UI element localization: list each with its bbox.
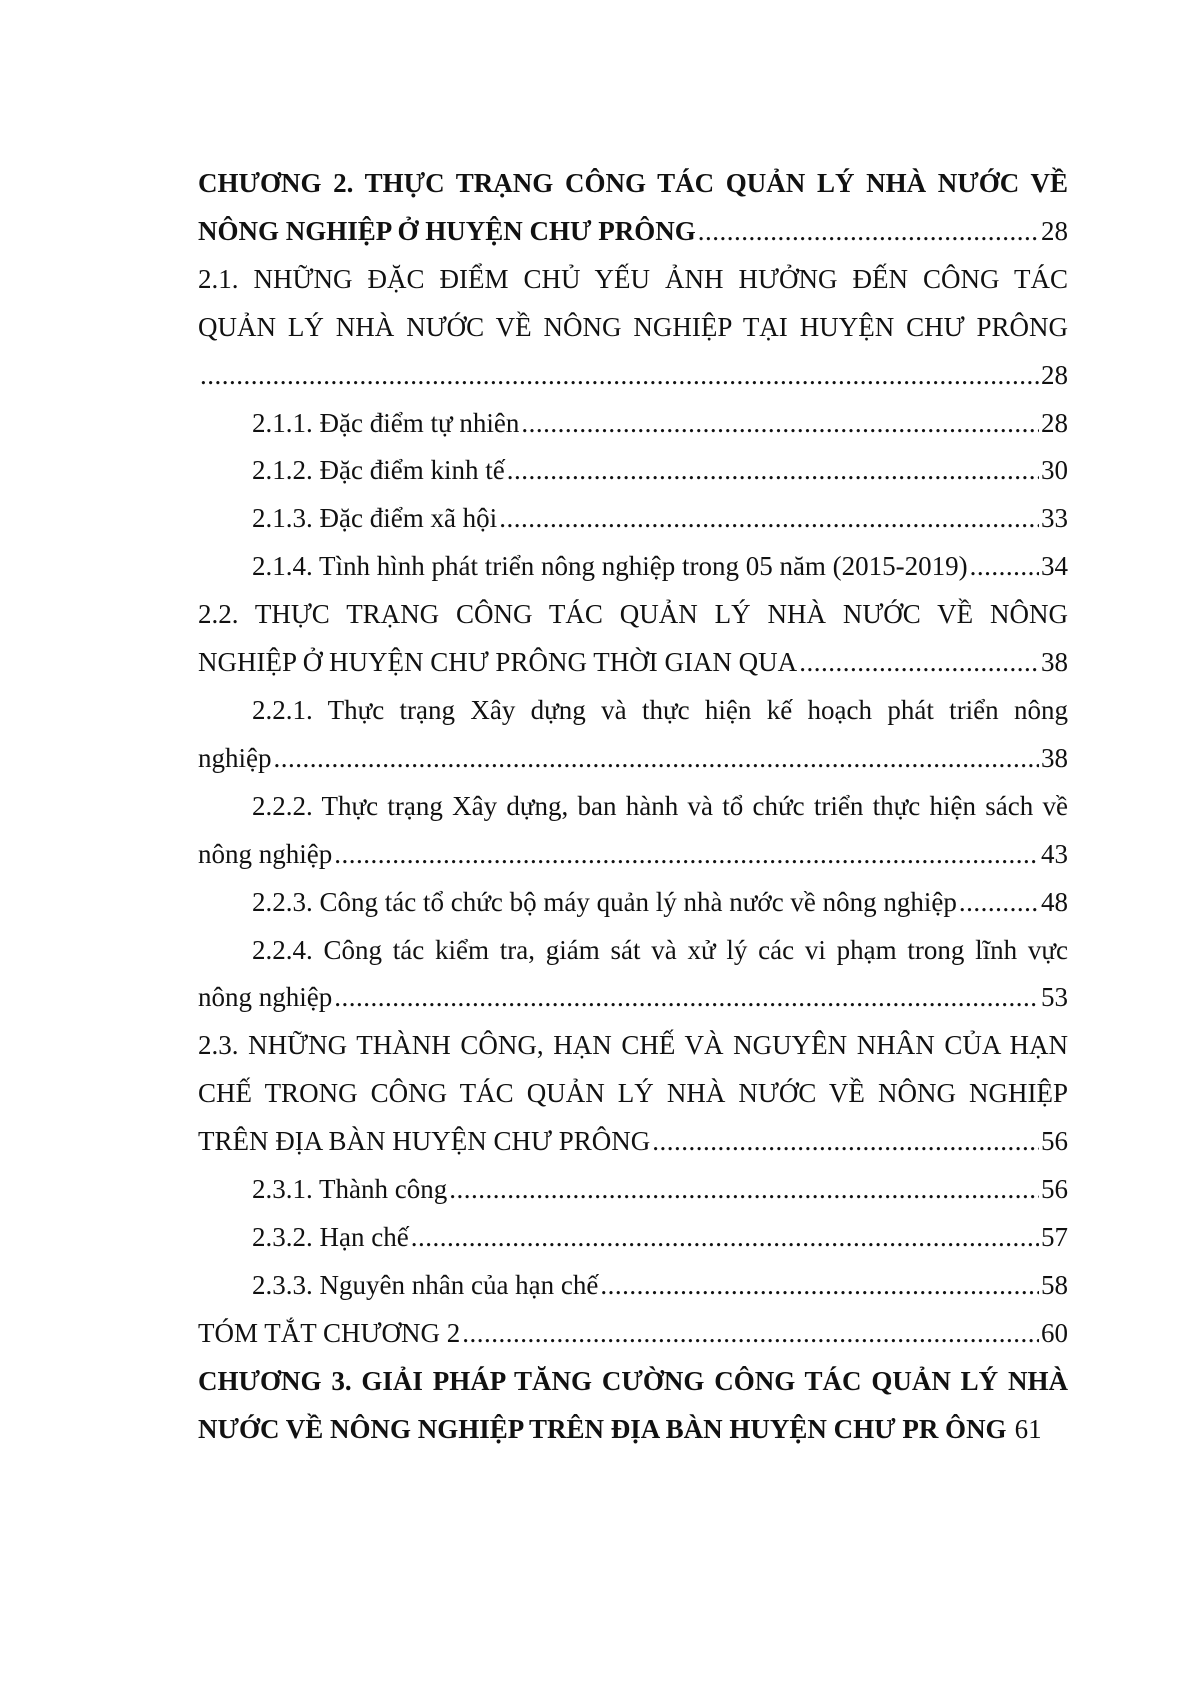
toc-line: 2.1. NHỮNG ĐẶC ĐIỂM CHỦ YẾU ẢNH HƯỞNG ĐẾN CÔNG TÁC <box>198 263 1068 294</box>
page-number: 38 <box>1041 647 1068 678</box>
toc-line: 2.2.1. Thực trạng Xây dựng và thực hiện kế hoạch phát triển nông <box>252 694 1068 725</box>
toc-line: 2.2.4. Công tác kiểm tra, giám sát và xử lý các vi phạm trong lĩnh vực <box>252 934 1068 965</box>
toc-entry-2-1-3[interactable] <box>198 495 1068 543</box>
toc-text: 2.1.1. Đặc điểm tự nhiên <box>252 407 520 438</box>
toc-entry-2-1-2[interactable] <box>198 447 1068 495</box>
toc-line <box>198 352 1068 400</box>
toc-line: CHẾ TRONG CÔNG TÁC QUẢN LÝ NHÀ NƯỚC VỀ NÔNG NGHIỆP <box>198 1078 1068 1109</box>
toc-line <box>198 1406 1068 1454</box>
toc-line <box>198 831 1068 879</box>
toc-text: 2.3.1. Thành công <box>252 1174 448 1205</box>
toc-text: nông nghiệp <box>198 838 333 869</box>
page-number: 28 <box>1041 407 1068 438</box>
toc-line: 2.2.2. Thực trạng Xây dựng, ban hành và tổ chức triển thực hiện sách về <box>252 790 1068 821</box>
dot-leader <box>274 735 1040 783</box>
toc-line <box>198 735 1068 783</box>
toc-entry-2-3[interactable] <box>198 1022 1068 1166</box>
toc-text: 2.3.2. Hạn chế <box>252 1221 409 1252</box>
toc-line: QUẢN LÝ NHÀ NƯỚC VỀ NÔNG NGHIỆP TẠI HUYỆN CHƯ PRÔNG <box>198 311 1068 342</box>
page-number: 38 <box>1041 742 1068 773</box>
toc-text: 2.2.3. Công tác tổ chức bộ máy quản lý nhà nước về nông nghiệp <box>252 886 957 917</box>
toc-entry-2-3-1[interactable] <box>198 1166 1068 1214</box>
toc-line <box>198 1166 1068 1214</box>
page-number: 48 <box>1041 886 1068 917</box>
toc-entry-2-2-3[interactable] <box>198 879 1068 927</box>
page-number: 56 <box>1041 1174 1068 1205</box>
toc-entry-chapter-2[interactable] <box>198 160 1068 256</box>
page-number: 61 <box>1014 1413 1042 1444</box>
dot-leader <box>521 400 1039 448</box>
page-number: 60 <box>1041 1317 1068 1348</box>
toc-entry-2-1-4[interactable] <box>198 543 1068 591</box>
page-number: 30 <box>1041 455 1068 486</box>
toc-entry-2-3-2[interactable] <box>198 1214 1068 1262</box>
toc-line <box>198 1118 1068 1166</box>
dot-leader <box>507 447 1039 495</box>
toc-line <box>198 543 1068 591</box>
dot-leader <box>600 1262 1039 1310</box>
page-number: 28 <box>1041 215 1068 246</box>
toc-line: CHƯƠNG 3. GIẢI PHÁP TĂNG CƯỜNG CÔNG TÁC QUẢN LÝ NHÀ <box>198 1365 1068 1396</box>
page-number: 56 <box>1041 1126 1068 1157</box>
toc-line <box>198 447 1068 495</box>
toc-entry-2-3-3[interactable] <box>198 1262 1068 1310</box>
dot-leader <box>698 208 1039 256</box>
toc-line <box>198 1214 1068 1262</box>
toc-text: 2.1.3. Đặc điểm xã hội <box>252 503 498 534</box>
page-number: 34 <box>1041 551 1068 582</box>
dot-leader <box>200 352 1039 400</box>
toc-line <box>198 400 1068 448</box>
toc-text: nông nghiệp <box>198 982 333 1013</box>
dot-leader <box>799 639 1039 687</box>
dot-leader <box>652 1118 1039 1166</box>
toc-entry-2-2-1[interactable] <box>198 687 1068 783</box>
toc-entry-summary-chapter-2[interactable] <box>198 1310 1068 1358</box>
toc-line <box>198 1310 1068 1358</box>
toc-entry-2-1[interactable] <box>198 256 1068 400</box>
toc-entry-2-2-4[interactable] <box>198 927 1068 1023</box>
toc-text: TRÊN ĐỊA BÀN HUYỆN CHƯ PRÔNG <box>198 1126 651 1157</box>
dot-leader <box>499 495 1039 543</box>
toc-line <box>198 879 1068 927</box>
toc-text: 2.1.4. Tình hình phát triển nông nghiệp trong 05 năm (2015-2019) <box>252 551 968 582</box>
toc-text: NGHIỆP Ở HUYỆN CHƯ PRÔNG THỜI GIAN QUA <box>198 647 798 678</box>
toc-line <box>198 208 1068 256</box>
toc-line: CHƯƠNG 2. THỰC TRẠNG CÔNG TÁC QUẢN LÝ NHÀ NƯỚC VỀ <box>198 168 1068 198</box>
toc-entry-2-2[interactable] <box>198 591 1068 687</box>
page-number: 57 <box>1041 1221 1068 1252</box>
page-number: 53 <box>1041 982 1068 1013</box>
toc-line <box>198 495 1068 543</box>
toc-entry-2-2-2[interactable] <box>198 783 1068 879</box>
toc-line <box>198 974 1068 1022</box>
dot-leader <box>334 974 1039 1022</box>
toc-line <box>198 1262 1068 1310</box>
toc-text: NƯỚC VỀ NÔNG NGHIỆP TRÊN ĐỊA BÀN HUYỆN CHƯ PR ÔNG <box>198 1413 1007 1444</box>
toc-text: NÔNG NGHIỆP Ở HUYỆN CHƯ PRÔNG <box>198 215 696 246</box>
toc-entry-chapter-3[interactable] <box>198 1358 1068 1454</box>
page-number: 33 <box>1041 503 1068 534</box>
dot-leader <box>334 831 1039 879</box>
dot-leader <box>970 543 1039 591</box>
toc-entry-2-1-1[interactable] <box>198 400 1068 448</box>
toc-line: 2.2. THỰC TRẠNG CÔNG TÁC QUẢN LÝ NHÀ NƯỚC VỀ NÔNG <box>198 599 1068 630</box>
toc-text: 2.1.2. Đặc điểm kinh tế <box>252 455 505 486</box>
page-number: 58 <box>1041 1269 1068 1300</box>
toc-line: 2.3. NHỮNG THÀNH CÔNG, HẠN CHẾ VÀ NGUYÊN NHÂN CỦA HẠN <box>198 1030 1068 1061</box>
dot-leader <box>462 1310 1039 1358</box>
toc-text: 2.3.3. Nguyên nhân của hạn chế <box>252 1269 599 1300</box>
table-of-contents <box>198 160 1068 1453</box>
toc-text: nghiệp <box>198 742 272 773</box>
dot-leader <box>449 1166 1039 1214</box>
page-number: 28 <box>1041 359 1068 390</box>
toc-text: TÓM TẮT CHƯƠNG 2 <box>198 1317 461 1348</box>
dot-leader <box>411 1214 1039 1262</box>
dot-leader <box>959 879 1039 927</box>
toc-line <box>198 639 1068 687</box>
page-number: 43 <box>1041 838 1068 869</box>
